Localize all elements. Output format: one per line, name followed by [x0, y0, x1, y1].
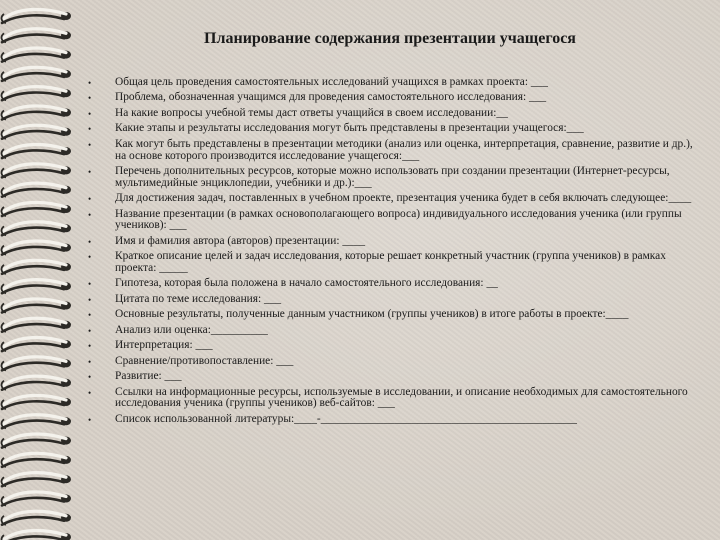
list-item	[86, 193, 698, 205]
list-item-text: Ссылки на информационные ресурсы, используемые в исследовании, и описание необходимых для самостоятельного исследования ученика (группы учеников) веб-сайтов: ___	[115, 385, 688, 410]
list-item-text: Анализ или оценка:__________	[115, 323, 268, 336]
bullet-icon: •	[88, 325, 92, 336]
binding-ring-icon	[2, 87, 71, 101]
list-item-text: Перечень дополнительных ресурсов, которые можно использовать при создании презентации (Интернет-ресурсы, мультимедийные энциклопедии, учебники и др.):___	[115, 165, 670, 189]
bullet-icon: •	[88, 194, 92, 205]
bullet-icon: •	[88, 341, 92, 352]
requirements-list	[86, 77, 698, 429]
binding-ring-icon	[2, 511, 71, 525]
spiral-binding	[0, 0, 80, 540]
binding-ring-icon	[2, 434, 71, 448]
list-item	[86, 139, 698, 162]
list-item-text: Какие этапы и результаты исследования могут быть представлены в презентации учащегося:___	[115, 122, 584, 135]
list-item	[86, 278, 698, 290]
bullet-icon: •	[88, 139, 92, 150]
list-item-text: Цитата по теме исследования: ___	[115, 292, 282, 305]
bullet-icon: •	[88, 78, 92, 88]
list-item-text: На какие вопросы учебной темы даст ответы учащийся в своем исследовании:__	[115, 106, 508, 119]
bullet-icon: •	[88, 108, 92, 119]
binding-ring-icon	[2, 106, 71, 120]
binding-ring-icon	[2, 67, 71, 81]
list-item-text: Для достижения задач, поставленных в учебном проекте, презентация ученика будет в себя включать следующее:____	[115, 192, 692, 205]
binding-ring-icon	[2, 318, 71, 332]
list-item	[86, 166, 698, 189]
bullet-icon: •	[88, 252, 92, 263]
list-item	[86, 251, 698, 274]
bullet-icon: •	[88, 167, 92, 178]
binding-ring-icon	[2, 202, 71, 216]
binding-ring-icon	[2, 473, 71, 487]
list-item-text: Интерпретация: ___	[115, 339, 213, 352]
list-item	[86, 325, 698, 337]
list-item-text: Имя и фамилия автора (авторов) презентации: ____	[115, 234, 366, 247]
binding-ring-icon	[2, 48, 71, 62]
binding-ring-icon	[2, 164, 71, 178]
bullet-icon: •	[88, 236, 92, 247]
binding-ring-icon	[2, 125, 71, 139]
binding-ring-icon	[2, 357, 71, 371]
list-item-text: Список использованной литературы:____-_____________________________________________	[115, 412, 578, 425]
list-item	[86, 294, 698, 306]
list-item-text: Название презентации (в рамках основополагающего вопроса) индивидуального исследования ученика (или группы учеников): ___	[115, 207, 682, 232]
list-item	[86, 92, 698, 104]
binding-ring-icon	[2, 280, 71, 294]
list-item	[86, 236, 698, 248]
binding-ring-icon	[2, 531, 71, 540]
binding-ring-icon	[2, 299, 71, 313]
list-item	[86, 123, 698, 135]
list-item	[86, 209, 698, 232]
binding-ring-icon	[2, 241, 71, 255]
list-item-text: Как могут быть представлены в презентации методики (анализ или оценка, интерпретация, сравнение, развитие и др.), на основе которого производится исследование учащегося:___	[115, 137, 693, 162]
binding-ring-icon	[2, 338, 71, 352]
list-item-text: Развитие: ___	[115, 370, 182, 383]
bullet-icon: •	[88, 294, 92, 305]
list-item-text: Общая цель проведения самостоятельных исследований учащихся в рамках проекта: ___	[115, 76, 548, 88]
binding-ring-icon	[2, 9, 71, 23]
binding-ring-icon	[2, 453, 71, 467]
list-item	[86, 371, 698, 383]
list-item-text: Краткое описание целей и задач исследования, которые решает конкретный участник (группа учеников) в рамках проекта: _____	[115, 250, 666, 274]
bullet-icon: •	[88, 93, 92, 104]
list-item	[86, 356, 698, 368]
bullet-icon: •	[88, 372, 92, 383]
binding-ring-icon	[2, 260, 71, 274]
list-item-text: Сравнение/противопоставление: ___	[115, 354, 294, 367]
binding-ring-icon	[2, 222, 71, 236]
list-item-text: Гипотеза, которая была положена в начало самостоятельного исследования: __	[115, 277, 498, 290]
list-item	[86, 108, 698, 120]
bullet-icon: •	[88, 356, 92, 367]
page-title: Планирование содержания презентации учащегося	[204, 30, 576, 47]
list-item	[86, 77, 698, 89]
list-item	[86, 387, 698, 410]
bullet-icon: •	[88, 414, 92, 425]
list-item-text: Основные результаты, полученные данным участником (группы учеников) в итоге работы в проекте:____	[115, 308, 629, 321]
binding-ring-icon	[2, 29, 71, 43]
list-item-text: Проблема, обозначенная учащимся для проведения самостоятельного исследования: ___	[115, 91, 547, 104]
list-item	[86, 340, 698, 352]
binding-ring-icon	[2, 145, 71, 159]
bullet-icon: •	[88, 124, 92, 135]
bullet-icon: •	[88, 209, 92, 220]
binding-ring-icon	[2, 395, 71, 409]
binding-ring-icon	[2, 492, 71, 506]
bullet-icon: •	[88, 279, 92, 290]
bullet-icon: •	[88, 387, 92, 398]
binding-ring-icon	[2, 415, 71, 429]
list-item	[86, 414, 698, 426]
bullet-icon: •	[88, 310, 92, 321]
binding-ring-icon	[2, 376, 71, 390]
binding-ring-icon	[2, 183, 71, 197]
list-item	[86, 309, 698, 321]
